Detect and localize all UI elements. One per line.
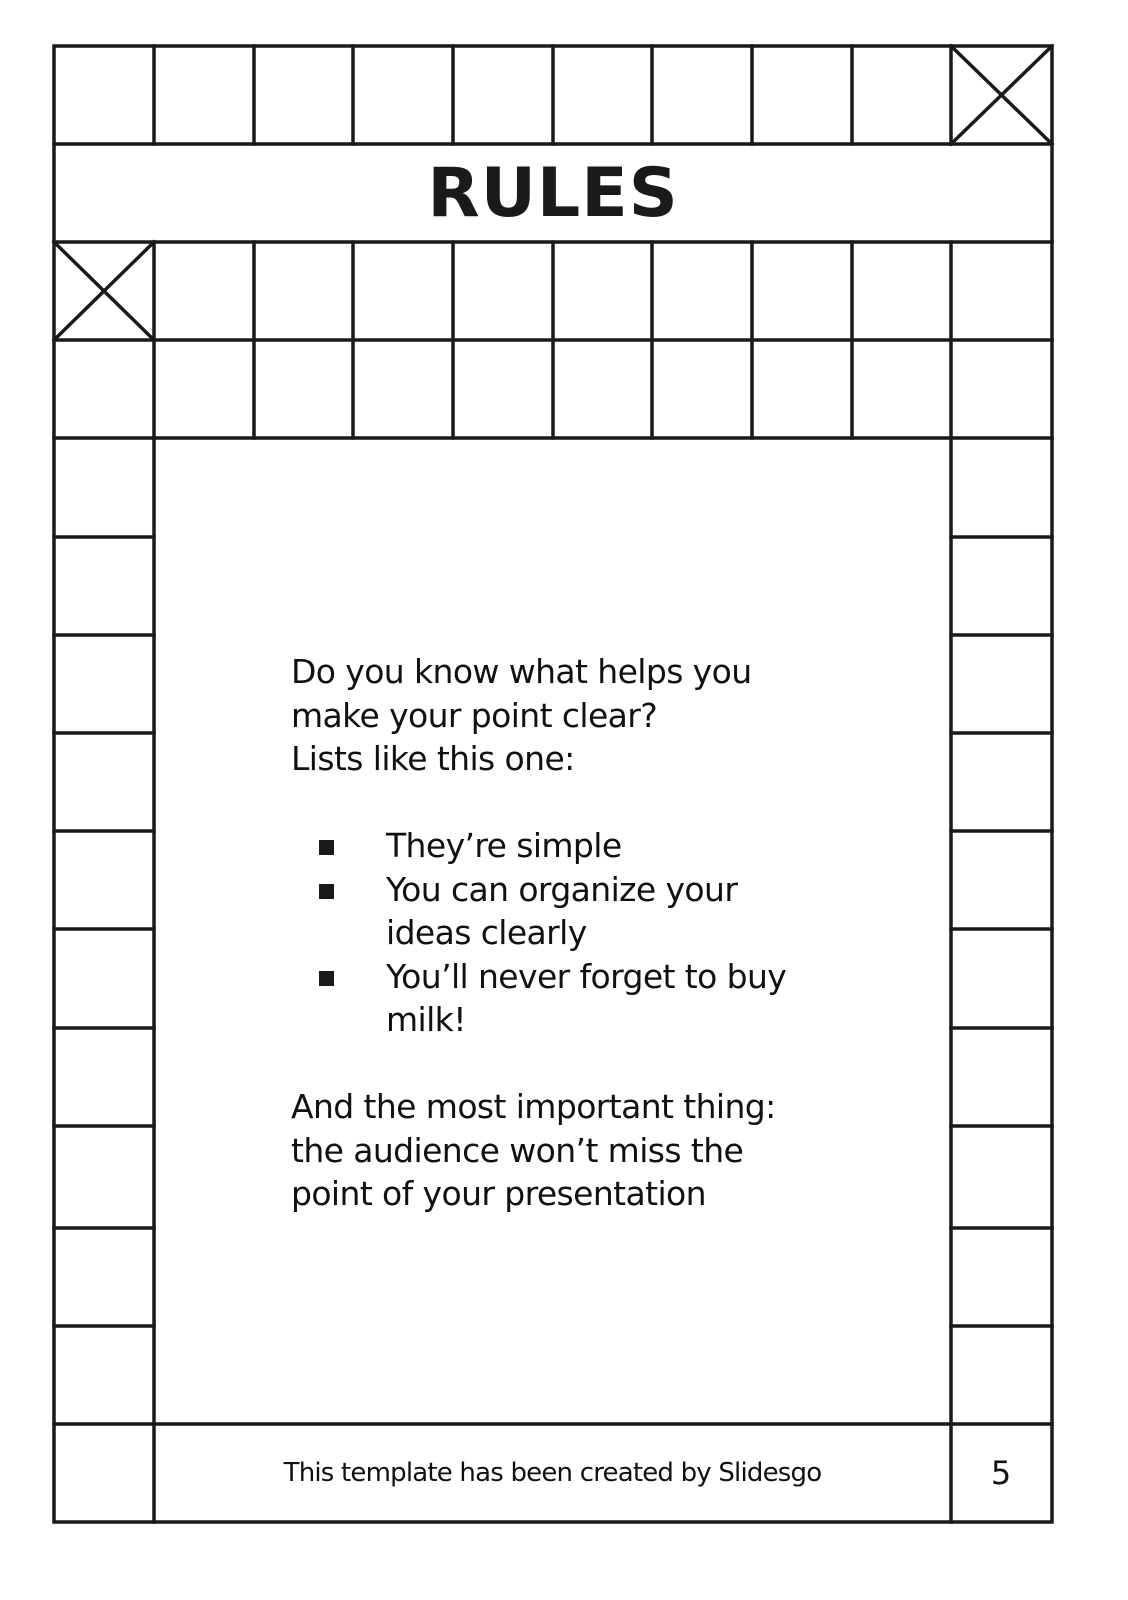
rules-content xyxy=(291,650,851,1216)
square-bullet-icon xyxy=(319,884,334,899)
page-title: RULES xyxy=(427,153,679,233)
top-row-cells xyxy=(154,46,951,144)
bullet-list xyxy=(291,824,851,1042)
intro-line: Do you know what helps you xyxy=(291,652,752,691)
outro-line: the audience won’t miss the xyxy=(291,1130,744,1170)
outro-line: point of your presentation xyxy=(291,1174,706,1213)
list-item-text: You’ll never forget to buy xyxy=(386,956,787,996)
list-item xyxy=(291,824,851,868)
x-mark-icon-top-right xyxy=(951,46,1052,144)
list-item-text: ideas clearly xyxy=(386,913,587,952)
list-item-text: You can organize your xyxy=(386,869,738,909)
square-bullet-icon xyxy=(319,971,334,986)
page-number: 5 xyxy=(990,1454,1012,1492)
list-item xyxy=(291,955,851,1042)
outro-line: And the most important thing: xyxy=(291,1087,776,1126)
intro-line: make your point clear? xyxy=(291,695,658,735)
intro-line: Lists like this one: xyxy=(291,739,575,778)
list-item-text: milk! xyxy=(386,1000,466,1039)
outro-paragraph xyxy=(291,1085,851,1216)
square-bullet-icon xyxy=(319,840,334,855)
intro-paragraph xyxy=(291,650,851,781)
list-item-text: They’re simple xyxy=(386,826,622,865)
footer-credit: This template has been created by Slidesgo xyxy=(283,1458,822,1488)
list-item xyxy=(291,868,851,955)
upper-grid-rows xyxy=(54,242,1052,438)
x-mark-icon-left xyxy=(54,242,154,340)
